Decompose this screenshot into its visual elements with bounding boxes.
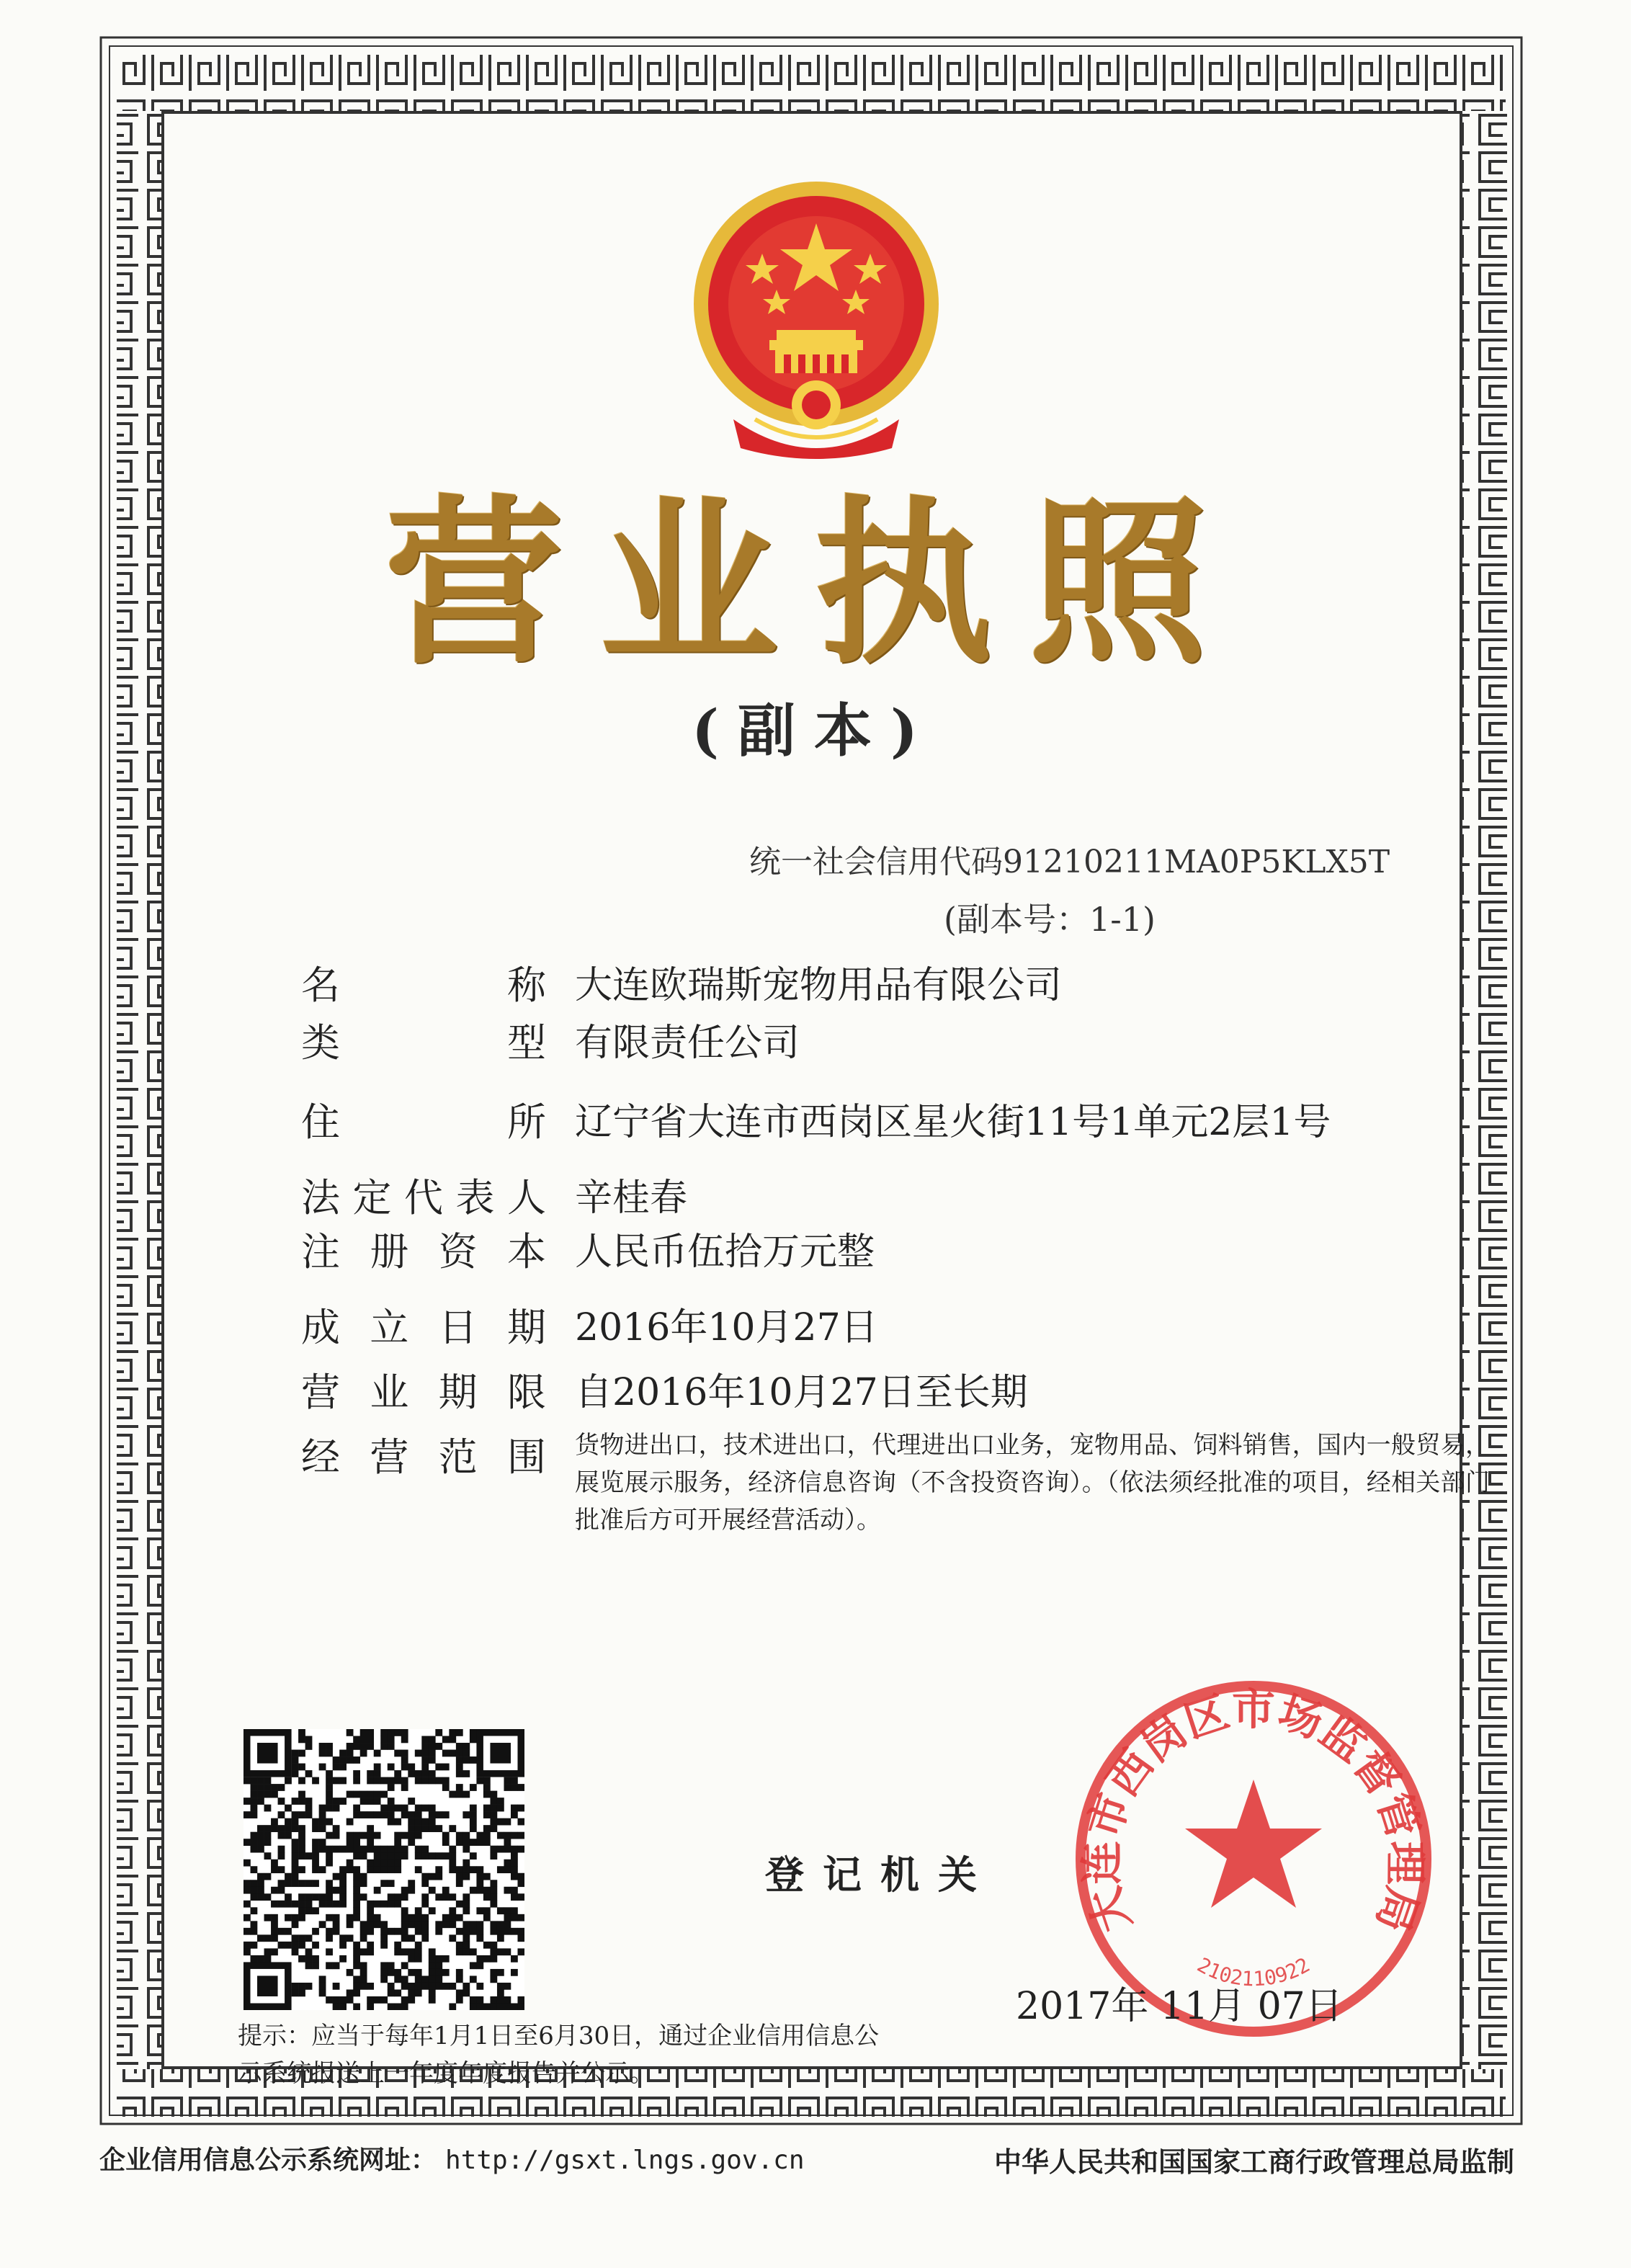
registrar-label: 登记机关 <box>765 1852 996 1898</box>
national-emblem-icon <box>690 160 942 477</box>
label-char: 称 <box>507 963 546 1008</box>
label-char: 日 <box>438 1305 478 1350</box>
footer-website-url: http://gsxt.lngs.gov.cn <box>445 2146 805 2175</box>
field-value-term: 自2016年10月27日至长期 <box>575 1371 1028 1414</box>
field-label-term <box>301 1362 546 1417</box>
field-label-type <box>301 1012 546 1068</box>
qr-code-icon <box>243 1729 524 2010</box>
label-char: 住 <box>301 1099 340 1145</box>
field-label-capital <box>301 1221 546 1277</box>
label-char: 成 <box>301 1305 340 1350</box>
label-char: 经 <box>301 1434 340 1480</box>
license-title: 营业执照 <box>385 478 1243 688</box>
field-value-name: 大连欧瑞斯宠物用品有限公司 <box>575 964 1063 1007</box>
label-char: 范 <box>438 1434 478 1480</box>
label-char: 营 <box>370 1434 409 1480</box>
seal-number: 2102110922 <box>1193 1952 1314 1991</box>
label-char: 业 <box>370 1370 409 1415</box>
label-char: 期 <box>506 1305 546 1350</box>
label-char: 代 <box>404 1175 443 1220</box>
field-value-legal-rep: 辛桂春 <box>575 1177 688 1220</box>
label-char: 注 <box>301 1229 340 1274</box>
field-value-type: 有限责任公司 <box>575 1022 800 1065</box>
footer-supervisor: 中华人民共和国国家工商行政管理总局监制 <box>994 2146 1515 2178</box>
footer-website <box>99 2140 805 2177</box>
field-label-established <box>301 1297 546 1352</box>
field-value-scope: 货物进出口，技术进出口，代理进出口业务，宠物用品、饲料销售，国内一般贸易，展览展示服务，经济信息咨询（不含投资咨询）。（依法须经批准的项目，经相关部门批准后方可开展经营活动）。 <box>575 1431 1490 1535</box>
field-label-address <box>301 1091 546 1147</box>
label-char: 类 <box>301 1020 340 1066</box>
footer-website-label: 企业信用信息公示系统网址： <box>99 2146 437 2175</box>
license-subtitle: (副本) <box>692 697 937 764</box>
label-char: 名 <box>301 963 340 1008</box>
label-char: 限 <box>506 1370 546 1415</box>
issue-date: 2017年 11月 07日 <box>1016 1985 1343 2028</box>
label-char: 期 <box>438 1370 478 1415</box>
label-char: 法 <box>301 1175 340 1220</box>
field-label-scope <box>301 1427 546 1482</box>
label-char: 资 <box>438 1229 478 1274</box>
label-char: 所 <box>507 1099 546 1145</box>
field-value-established: 2016年10月27日 <box>575 1306 878 1349</box>
field-label-legal-rep <box>301 1167 546 1223</box>
seal-text: 大连市西岗区市场监督管理局 <box>1076 1684 1431 1939</box>
label-char: 型 <box>507 1020 546 1066</box>
copy-number: (副本号：1-1) <box>944 900 1156 939</box>
label-char: 人 <box>507 1175 546 1220</box>
field-label-name <box>301 955 546 1010</box>
label-char: 表 <box>455 1175 495 1220</box>
label-char: 立 <box>370 1305 409 1350</box>
field-value-address: 辽宁省大连市西岗区星火街11号1单元2层1号 <box>575 1101 1331 1144</box>
label-char: 本 <box>506 1229 546 1274</box>
label-char: 营 <box>301 1370 340 1415</box>
annual-report-tip: 提示：应当于每年1月1日至6月30日，通过企业信用信息公示系统报送上一年度年度报告并公示。 <box>238 2022 880 2088</box>
field-value-capital: 人民币伍拾万元整 <box>575 1231 875 1274</box>
label-char: 围 <box>506 1434 546 1480</box>
credit-code: 统一社会信用代码91210211MA0P5KLX5T <box>749 844 1390 880</box>
label-char: 定 <box>352 1175 392 1220</box>
label-char: 册 <box>370 1229 409 1274</box>
